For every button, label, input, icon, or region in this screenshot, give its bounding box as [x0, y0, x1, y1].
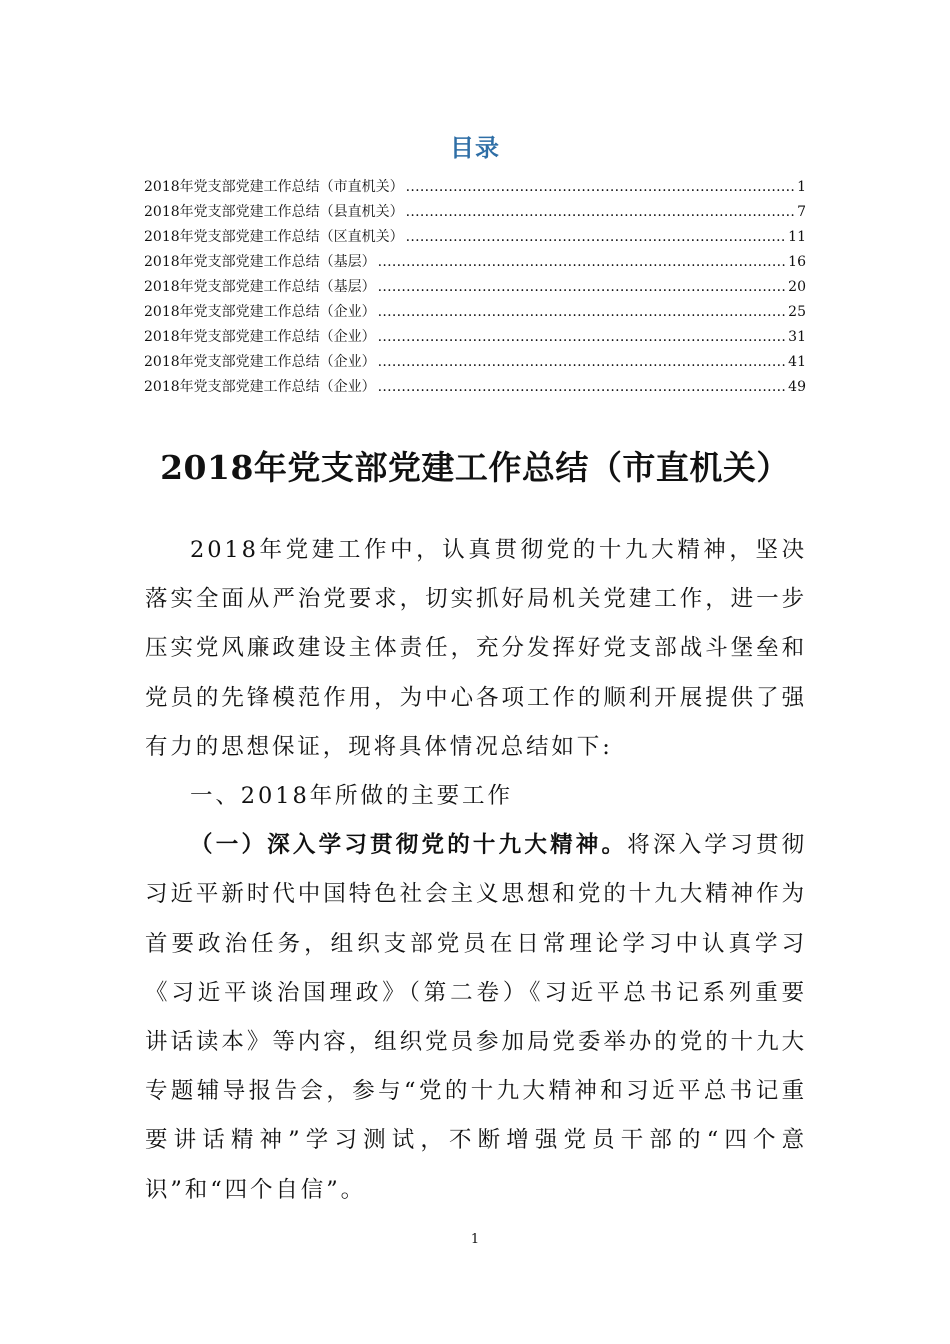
section-heading: 一、2018年所做的主要工作 [190, 783, 513, 810]
item-body: 将深入学习贯彻习近平新时代中国特色社会主义思想和党的十九大精神作为首要政治任务，组织支部党员在日常理论学习中认真学习《习近平谈治国理政》（第二卷）《习近平总书记系列重要讲话读本》等内容，组织党员参加局党委举办的党的十九大专题辅导报告会，参与“党的十九大精神和习近平总书记重要讲话精神”学习测试，不断增强党员干部的“四个意识”和“四个自信”。 [145, 832, 807, 1203]
toc-entry[interactable] [144, 250, 806, 275]
toc-entry-title: 2018年党支部党建工作总结（基层） [144, 279, 376, 295]
intro-paragraph: 2018年党建工作中，认真贯彻党的十九大精神，坚决落实全面从严治党要求，切实抓好局机关党建工作，进一步压实党风廉政建设主体责任，充分发挥好党支部战斗堡垒和党员的先锋模范作用，为中心各项工作的顺利开展提供了强有力的思想保证，现将具体情况总结如下: [145, 537, 807, 760]
toc-entry-title: 2018年党支部党建工作总结（区直机关） [144, 229, 404, 245]
toc-entry-title: 2018年党支部党建工作总结（市直机关） [144, 179, 404, 195]
toc-leader-dots [406, 225, 787, 250]
toc-entry-page: 11 [788, 229, 806, 245]
item-paragraph [145, 821, 807, 1215]
toc-entry-title: 2018年党支部党建工作总结（企业） [144, 329, 376, 345]
toc-entry[interactable] [144, 225, 806, 250]
toc-entry-page: 1 [797, 179, 806, 195]
table-of-contents [144, 175, 806, 400]
toc-entry-title: 2018年党支部党建工作总结（企业） [144, 354, 376, 370]
toc-entry[interactable] [144, 325, 806, 350]
toc-leader-dots [378, 325, 787, 350]
toc-title: 目录 [450, 133, 500, 162]
toc-entry-title: 2018年党支部党建工作总结（县直机关） [144, 204, 404, 220]
document-title: 2018年党支部党建工作总结（市直机关） [160, 448, 790, 488]
toc-entry-page: 25 [788, 304, 806, 320]
toc-leader-dots [378, 275, 787, 300]
document-body [145, 526, 807, 1215]
toc-entry[interactable] [144, 275, 806, 300]
toc-leader-dots [378, 375, 787, 400]
toc-leader-dots [378, 300, 787, 325]
toc-entry[interactable] [144, 375, 806, 400]
page-number: 1 [470, 1232, 480, 1247]
toc-entry[interactable] [144, 300, 806, 325]
toc-leader-dots [378, 350, 787, 375]
toc-entry-title: 2018年党支部党建工作总结（企业） [144, 379, 376, 395]
toc-leader-dots [406, 175, 795, 200]
toc-entry-page: 7 [797, 204, 806, 220]
toc-entry-page: 41 [788, 354, 806, 370]
toc-entry-page: 20 [788, 279, 806, 295]
toc-entry[interactable] [144, 175, 806, 200]
toc-entry-page: 49 [788, 379, 806, 395]
toc-entry[interactable] [144, 200, 806, 225]
toc-entry[interactable] [144, 350, 806, 375]
toc-entry-title: 2018年党支部党建工作总结（企业） [144, 304, 376, 320]
toc-entry-page: 16 [788, 254, 806, 270]
toc-entry-title: 2018年党支部党建工作总结（基层） [144, 254, 376, 270]
toc-entry-page: 31 [788, 329, 806, 345]
toc-leader-dots [378, 250, 787, 275]
toc-leader-dots [406, 200, 795, 225]
item-lead: （一）深入学习贯彻党的十九大精神。 [190, 832, 628, 859]
